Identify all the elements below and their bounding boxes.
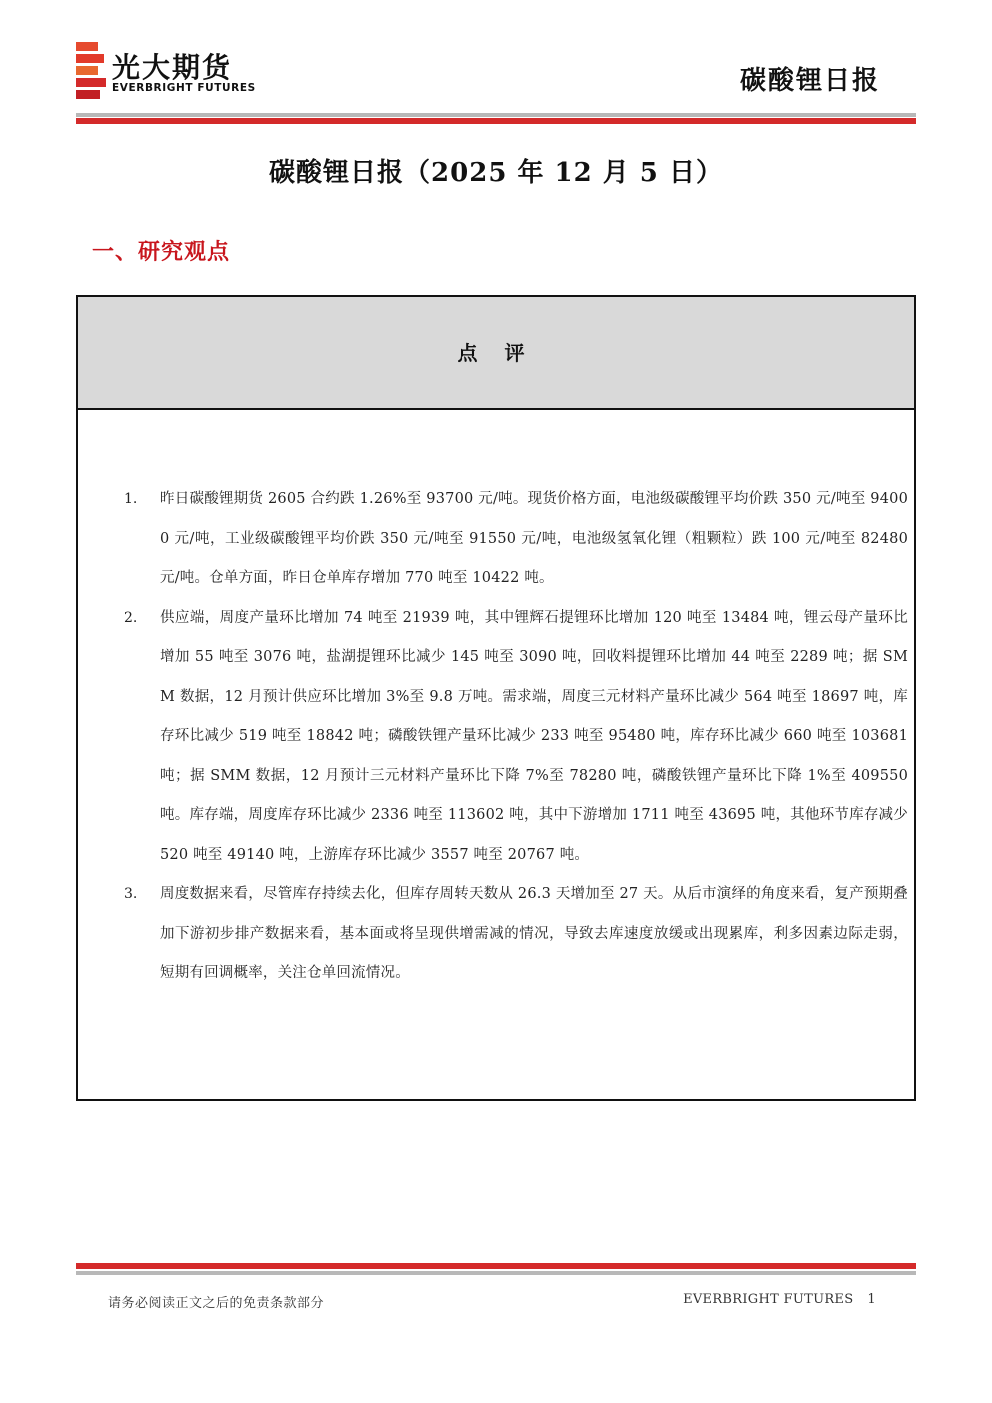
list-item-text: 供应端，周度产量环比增加 74 吨至 21939 吨，其中锂辉石提锂环比增加 120 吨至 13484 吨，锂云母产量环比增加 55 吨至 3076 吨，盐湖提锂环比减少 145 吨至 3090 吨，回收料提锂环比增加 44 吨至 2289 吨；据 SMM 数据，12 月预计供应环比增加 3%至 9.8 万吨。需求端，周度三元材料产量环比减少 564 吨至 18697 吨，库存环比减少 519 吨至 18842 吨；磷酸铁锂产量环比减少 233 吨至 95480 吨，库存环比减少 660 吨至 103681 吨；据 SMM 数据，12 月预计三元材料产量环比下降 7%至 78280 吨，磷酸铁锂产量环比下降 1%至 409550 吨。库存端，周度库存环比减少 2336 吨至 113602 吨，其中下游增加 1711 吨至 43695 吨，其他环节库存减少 520 吨至 49140 吨，上游库存环比减少 3557 吨至 20767 吨。	[160, 609, 908, 863]
footer-company-page	[683, 1292, 876, 1307]
document-title: 碳酸锂日报（2025 年 12 月 5 日）	[269, 158, 723, 188]
header-divider-gray	[76, 113, 916, 117]
header-divider-red	[76, 118, 916, 124]
footer-company: EVERBRIGHT FUTURES	[683, 1292, 854, 1307]
footer-divider-red	[76, 1263, 916, 1269]
logo-chinese-name: 光大期货	[112, 51, 233, 84]
list-item-number: 2.	[124, 609, 138, 626]
everbright-logo-icon	[76, 42, 108, 100]
list-item	[124, 480, 908, 599]
commentary-box-title: 点 评	[457, 341, 535, 365]
footer-disclaimer: 请务必阅读正文之后的免责条款部分	[108, 1296, 325, 1311]
section-heading: 一、研究观点	[92, 240, 231, 265]
commentary-points	[124, 480, 908, 994]
list-item	[124, 875, 908, 994]
logo-english-name: EVERBRIGHT FUTURES	[112, 82, 256, 94]
commentary-box	[76, 295, 916, 1101]
page-header	[0, 0, 992, 130]
report-name: 碳酸锂日报	[739, 66, 880, 96]
list-item-number: 1.	[124, 491, 138, 507]
list-item	[124, 599, 908, 876]
footer-divider-gray	[76, 1271, 916, 1275]
list-item-number: 3.	[124, 886, 138, 902]
company-logo	[76, 42, 296, 100]
commentary-box-header	[78, 297, 914, 410]
list-item-text: 周度数据来看，尽管库存持续去化，但库存周转天数从 26.3 天增加至 27 天。从后市演绎的角度来看，复产预期叠加下游初步排产数据来看，基本面或将呈现供增需减的情况，导致去库速度放缓或出现累库，利多因素边际走弱，短期有回调概率，关注仓单回流情况。	[160, 886, 908, 981]
page-number: 1	[867, 1292, 876, 1307]
list-item-text: 昨日碳酸锂期货 2605 合约跌 1.26%至 93700 元/吨。现货价格方面，电池级碳酸锂平均价跌 350 元/吨至 94000 元/吨，工业级碳酸锂平均价跌 350 元/吨至 91550 元/吨，电池级氢氧化锂（粗颗粒）跌 100 元/吨至 82480 元/吨。仓单方面，昨日仓单库存增加 770 吨至 10422 吨。	[160, 491, 908, 586]
